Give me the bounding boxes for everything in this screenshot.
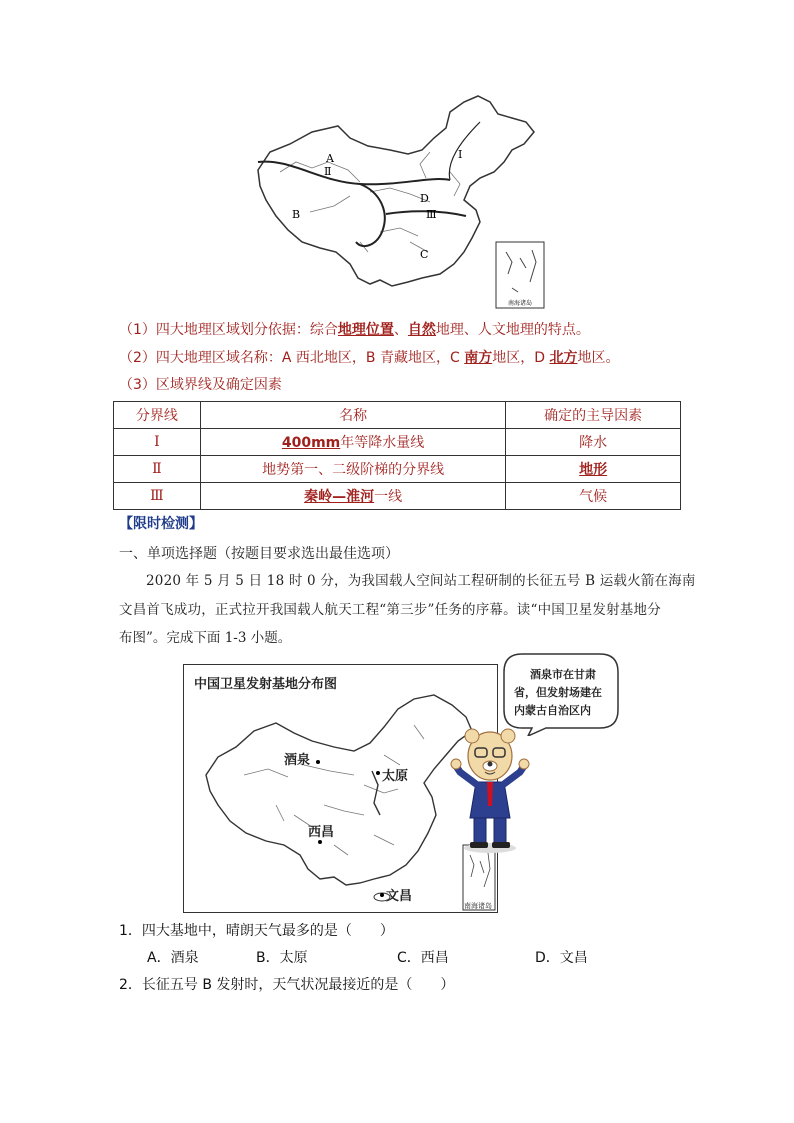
point-3-text: （3）区域界线及确定因素: [119, 377, 282, 393]
part-heading: 一、单项选择题（按题目要求选出最佳选项）: [119, 546, 399, 562]
point-2: [119, 348, 619, 368]
table-header-row: [114, 402, 681, 429]
bubble-line-1: 酒泉市在甘肃: [530, 668, 596, 681]
map1-label-i: I: [458, 148, 463, 161]
regions-map: [250, 92, 550, 314]
jiuquan-marker: [316, 760, 320, 764]
boundary-name-keyword: 400mm: [281, 435, 341, 451]
question-1-option-c[interactable]: C．西昌: [397, 950, 449, 966]
boundary-table: [113, 401, 681, 510]
boundary-name: [200, 429, 505, 456]
point-3: [119, 375, 282, 395]
question-1-option-b[interactable]: B．太原: [256, 950, 308, 966]
intro-line-3: 布图”。完成下面 1-3 小题。: [119, 630, 292, 646]
city-jiuquan: 酒泉: [284, 753, 311, 768]
boundary-line-id: Ⅰ: [114, 429, 201, 456]
bubble-text: [514, 666, 602, 720]
section-title: 【限时检测】: [119, 516, 203, 532]
bear-mascot-illustration: [450, 722, 530, 854]
point-1-separator: 、: [393, 322, 408, 338]
point-2-prefix: （2）四大地理区域名称：A 西北地区，B 青藏地区，C: [119, 350, 465, 366]
boundary-name: [200, 483, 505, 510]
map2-inset-caption: 南海诸岛: [464, 902, 492, 910]
point-1-suffix: 地理、人文地理的特点。: [435, 322, 590, 338]
question-1-option-a[interactable]: A．酒泉: [147, 950, 199, 966]
point-1-keyword-natural: 自然: [407, 322, 436, 338]
map1-label-c: C: [420, 248, 429, 261]
map1-label-ii: Ⅱ: [324, 165, 332, 178]
city-xichang: 西昌: [308, 825, 335, 840]
city-wenchang: 文昌: [386, 889, 413, 904]
map1-label-b: B: [292, 208, 301, 221]
point-2-suffix: 地区。: [577, 350, 620, 366]
question-2-stem: 2．长征五号 B 发射时，天气状况最接近的是（ ）: [119, 977, 455, 993]
point-1-prefix: （1）四大地理区域划分依据：综合: [119, 322, 338, 338]
intro-line-1: 2020 年 5 月 5 日 18 时 0 分，为我国载人空间站工程研制的长征五号 B 运载火箭在海南: [146, 573, 696, 589]
question-1-option-d[interactable]: D．文昌: [535, 950, 588, 966]
table-header: 名称: [200, 402, 505, 429]
taiyuan-marker: [376, 771, 380, 775]
bubble-line-3: 内蒙古自治区内: [514, 704, 591, 717]
boundary-name: [200, 456, 505, 483]
boundary-factor-keyword: 地形: [579, 462, 608, 478]
map1-label-d: D: [420, 192, 429, 205]
table-row: [114, 429, 681, 456]
map1-label-a: A: [326, 152, 334, 165]
table-row: [114, 483, 681, 510]
boundary-line-id: Ⅱ: [114, 456, 201, 483]
city-taiyuan: 太原: [382, 769, 409, 784]
boundary-name-rest: 年等降水量线: [340, 435, 425, 451]
point-2-keyword-north: 北方: [549, 350, 578, 366]
launch-map-title: 中国卫星发射基地分布图: [194, 677, 338, 692]
table-row: [114, 456, 681, 483]
point-1-keyword-location: 地理位置: [337, 322, 394, 338]
question-1-stem: 1．四大基地中，晴朗天气最多的是（ ）: [119, 923, 394, 939]
point-2-middle: 地区，D: [492, 350, 550, 366]
map1-inset-caption: 南海诸岛: [507, 300, 533, 307]
boundary-name-rest: 一线: [374, 489, 403, 505]
bubble-line-2: 省，但发射场建在: [514, 686, 602, 699]
boundary-name-keyword: 秦岭—淮河: [304, 489, 375, 505]
boundary-factor: [506, 456, 681, 483]
boundary-line-id: Ⅲ: [114, 483, 201, 510]
boundary-factor: 降水: [506, 429, 681, 456]
boundary-name-rest: 地势第一、二级阶梯的分界线: [262, 462, 445, 478]
point-2-keyword-south: 南方: [464, 350, 493, 366]
boundary-factor: 气候: [506, 483, 681, 510]
table-header: 分界线: [114, 402, 201, 429]
point-1: [119, 320, 590, 340]
xichang-marker: [318, 840, 322, 844]
china-regions-map-svg: [250, 92, 550, 314]
table-header: 确定的主导因素: [506, 402, 681, 429]
intro-line-2: 文昌首飞成功，正式拉开我国载人航天工程“第三步”任务的序幕。读“中国卫星发射基地分: [119, 602, 661, 618]
map1-label-iii: Ⅲ: [426, 208, 437, 221]
wenchang-marker: [380, 893, 384, 897]
